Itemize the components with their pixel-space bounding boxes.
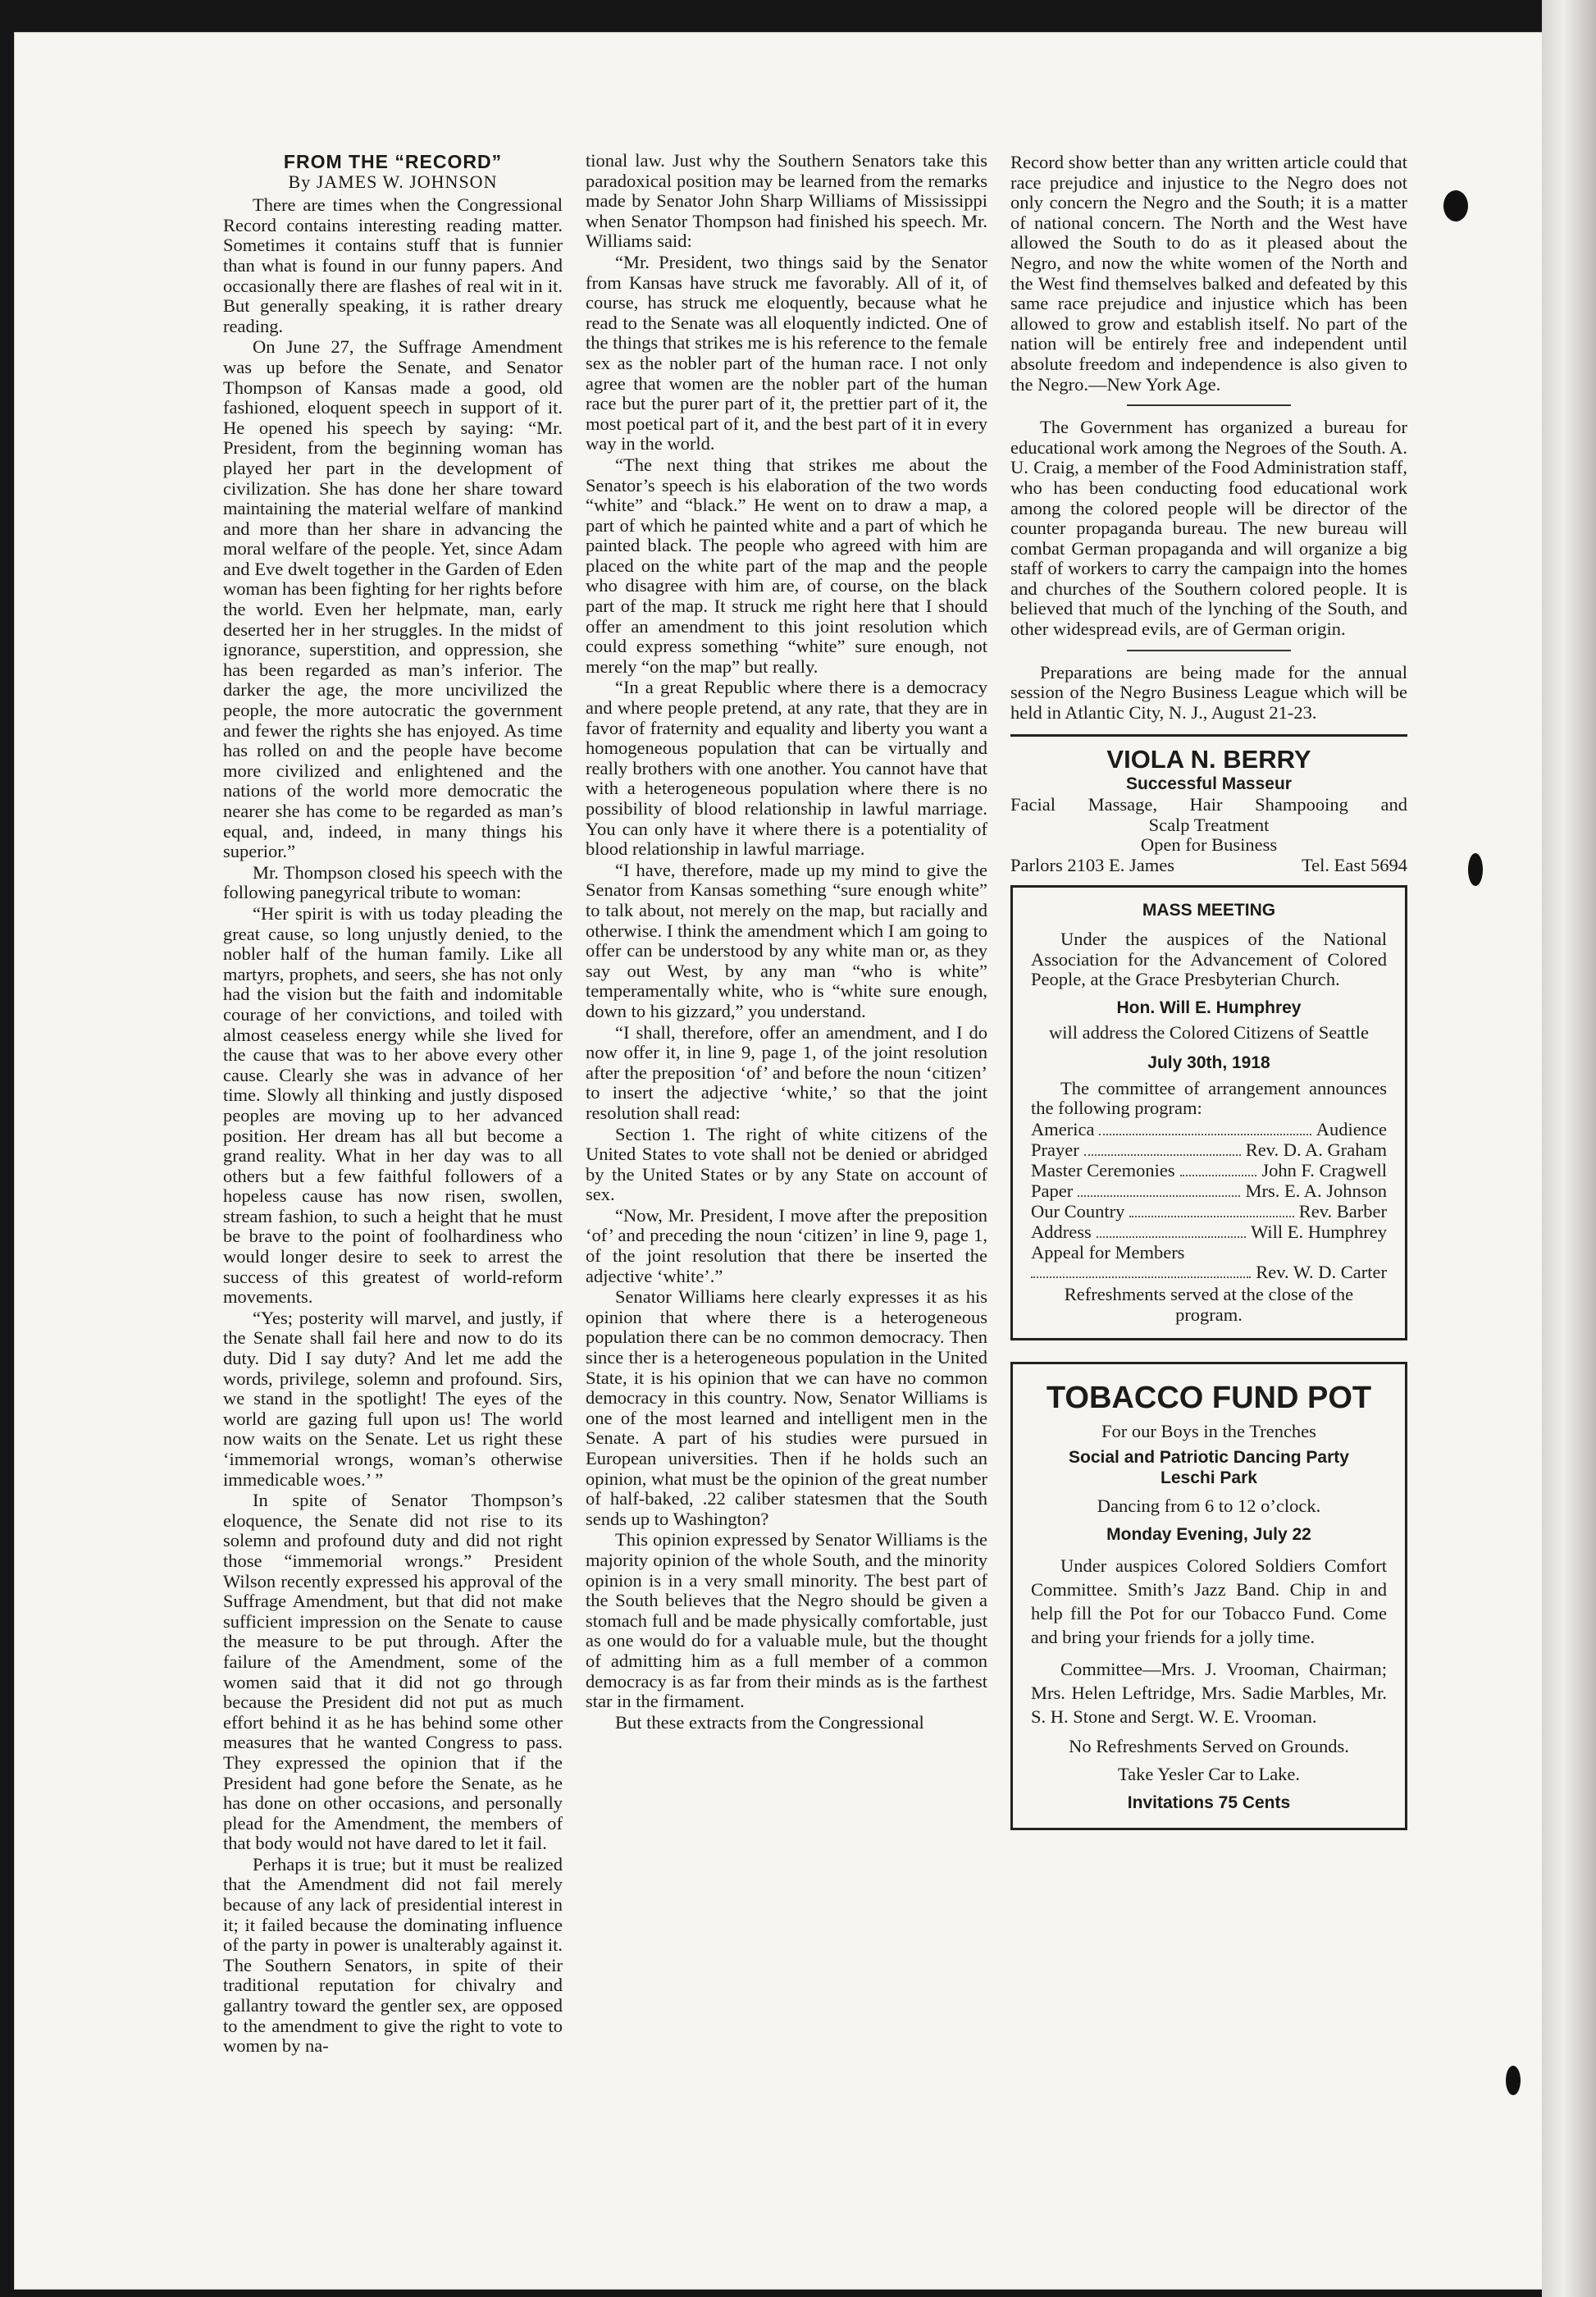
- article-byline: By JAMES W. JOHNSON: [288, 171, 498, 192]
- program-item: Master Ceremonies: [1031, 1159, 1175, 1180]
- divider: [1010, 734, 1407, 737]
- tobacco-date: Monday Evening, July 22: [1106, 1524, 1311, 1544]
- tobacco-place: Leschi Park: [1161, 1468, 1257, 1487]
- article-paragraph: In spite of Senator Thompson’s eloquence, the Senate did not rise to its solemn and profound duty and did not right those “immemorial wrongs.” President Wilson recently expressed his approval of the Suffrage Amendment, but that did not make sufficient impression on the Senate to cause the measure to be put through. After the failure of the Amendment, some of the women said that it did not go through because the President did not put as much effort behind it as he has behind some other measures that he wanted Congress to pass. They expressed the opinion that if the President had gone before the Senate, as he has done on other occasions, and personally plead for the Amendment, the members of that body would not have dared to let it fail.: [223, 1490, 563, 1854]
- program-item: America: [1031, 1118, 1095, 1139]
- mass-meeting-speaker: Hon. Will E. Humphrey: [1116, 998, 1302, 1017]
- tobacco-title: TOBACCO FUND POT: [1046, 1380, 1372, 1415]
- program-row: [1031, 1263, 1387, 1283]
- program-performer: John F. Cragwell: [1261, 1159, 1387, 1180]
- program-row: [1031, 1120, 1387, 1140]
- mass-meeting-program-intro: The committee of arrangement announces the following program:: [1031, 1077, 1387, 1119]
- ad-berry-address: Parlors 2103 E. James: [1010, 854, 1174, 875]
- program-performer: Rev. D. A. Graham: [1245, 1139, 1387, 1160]
- ad-berry: [1010, 745, 1407, 875]
- article-paragraph: tional law. Just why the Southern Senators take this paradoxical position may be learned from the remarks made by Senator John Sharp Williams of Mississippi when Senator Thompson had finished his speech. Mr. Williams said:: [586, 150, 987, 252]
- article-column-2: [586, 151, 987, 1733]
- tobacco-committee: Committee—Mrs. J. Vrooman, Chairman; Mrs. Helen Leftridge, Mrs. Sadie Marbles, Mr. S. H. Stone and Sergt. W. E. Vrooman.: [1031, 1658, 1387, 1727]
- article-paragraph: This opinion expressed by Senator Williams is the majority opinion of the whole South, and the minority opinion is in a very small minority. The best part of the South believes that the Negro should be given a stomach full and be made physically comfortable, just as one would do for a valuable mule, but the thought of admitting him as a full member of a common democracy is as far from their minds as is the farthest star in the firmament.: [586, 1529, 987, 1712]
- tobacco-no-refresh: No Refreshments Served on Grounds.: [1069, 1735, 1349, 1756]
- article-paragraph: Record show better than any written article could that race prejudice and injustice to the Negro does not only concern the Negro and the South; it is a matter of national concern. The North and the West have allowed the South to do as it pleased about the Negro, and now the white women of the North and the West find themselves balked and defeated by this same race prejudice and injustice which has been allowed to grow and establish itself. No part of the nation will be entirely free and independent until absolute freedom and independence is also given to the Negro.—New York Age.: [1010, 152, 1407, 395]
- article-paragraph: On June 27, the Suffrage Amendment was up before the Senate, and Senator Thompson of Kansas made a good, old fashioned, eloquent speech in support of it. He opened his speech by saying: “Mr. President, from the beginning woman has played her part in the development of civilization. She has done her share toward maintaining the material welfare of mankind and more than her share in advancing the moral welfare of the people. Yet, since Adam and Eve dwelt together in the Garden of Eden woman has been fighting for her rights before the world. Even her helpmate, man, early deserted her in her struggles. In the midst of ignorance, superstition, and oppression, she has been regarded as man’s inferior. The darker the age, the more uncivilized the people, the more autocratic the government and fewer the rights she has enjoyed. As time has rolled on and the people have become more civilized and enlightened and the nations of the world more democratic the nearer she has come to be regarded as man’s equal, and, indeed, in many things his superior.”: [223, 336, 563, 862]
- tobacco-car: Take Yesler Car to Lake.: [1117, 1764, 1301, 1785]
- program-row: [1031, 1222, 1387, 1243]
- divider: [1127, 650, 1291, 651]
- mass-meeting-date: July 30th, 1918: [1147, 1053, 1270, 1072]
- page-edge: [1542, 0, 1596, 2297]
- article-paragraph: There are times when the Congressional Record contains interesting reading matter. Sometimes it contains stuff that is funnier than what is found in our funny papers. And occasionally there are flashes of real wit in it. But generally speaking, it is rather dreary reading.: [223, 194, 563, 336]
- program-performer: Mrs. E. A. Johnson: [1245, 1180, 1387, 1201]
- ad-berry-name: VIOLA N. BERRY: [1106, 745, 1311, 774]
- tobacco-sub: For our Boys in the Trenches: [1101, 1420, 1316, 1441]
- article-headline: FROM THE “RECORD”: [283, 151, 503, 172]
- program-performer: Will E. Humphrey: [1251, 1221, 1387, 1242]
- binding-hole-3: [1506, 2066, 1521, 2095]
- mass-meeting-title: MASS MEETING: [1142, 901, 1276, 920]
- article-paragraph: “I shall, therefore, offer an amendment, and I do now offer it, in line 9, page 1, of the joint resolution after the preposition ‘of’ and before the noun ‘citizen’ to insert the adjective ‘white,’ so that the joint resolution shall read:: [586, 1021, 987, 1123]
- mass-meeting-intro: Under the auspices of the National Association for the Advancement of Colored People, at the Grace Presbyterian Church.: [1031, 929, 1387, 990]
- ad-berry-subtitle: Successful Masseur: [1126, 774, 1292, 794]
- tobacco-body: Under auspices Colored Soldiers Comfort Committee. Smith’s Jazz Band. Chip in and help fill the Pot for our Tobacco Fund. Come and bring your friends for a jolly time.: [1031, 1555, 1387, 1647]
- article-paragraph: “I have, therefore, made up my mind to give the Senator from Kansas something “sure enough white” to talk about, not merely on the map, but racially and otherwise. I think the amendment which I am going to offer can be understood by any white man or, as they say out West, by any man “who is white” temperamentally white, who is “white sure enough, down to his gizzard,” you understand.: [586, 859, 987, 1021]
- program-item: Address: [1031, 1221, 1092, 1242]
- tobacco-fund-box: [1010, 1362, 1407, 1831]
- program-item: Appeal for Members: [1031, 1241, 1185, 1263]
- binding-hole-2: [1468, 853, 1483, 886]
- news-bureau: The Government has organized a bureau for educational work among the Negroes of the South. A. U. Craig, a member of the Food Administration staff, who has been conducting food educational work among the colored people will be director of the counter propaganda bureau. The new bureau will combat German propaganda and will organize a big staff of workers to carry the campaign into the homes and churches of the Southern colored people. It is believed that much of the lynching of the South, and other widespread evils, are of German origin.: [1010, 417, 1407, 640]
- ad-berry-contact: [1010, 856, 1407, 876]
- program-performer: Rev. Barber: [1298, 1200, 1387, 1222]
- article-paragraph: But these extracts from the Congressional: [615, 1711, 924, 1733]
- program-list: [1031, 1120, 1387, 1284]
- program-row: [1031, 1181, 1387, 1202]
- program-item: Paper: [1031, 1180, 1074, 1201]
- tobacco-invitations: Invitations 75 Cents: [1127, 1792, 1291, 1812]
- tobacco-hours: Dancing from 6 to 12 o’clock.: [1097, 1496, 1321, 1517]
- article-column-3: [1010, 153, 1407, 1830]
- program-item: Prayer: [1031, 1139, 1079, 1160]
- tobacco-event: Social and Patriotic Dancing Party: [1069, 1448, 1349, 1468]
- article-paragraph: Senator Williams here clearly expresses it as his opinion that where there is a heterogeneous population there can be no common democracy. Then since ther is a heterogeneous population in the United State, it is his opinion that we can have no common democracy in this country. Now, Senator Williams is one of the most learned and intelligent men in the Senate. A part of his studies were pursued in European universities. Then if he holds such an opinion, what must be the opinion of the great number of half-baked, .22 caliber statesmen that the South sends up to Washington?: [586, 1286, 987, 1529]
- program-item: Our Country: [1031, 1200, 1125, 1222]
- article-paragraph: Section 1. The right of white citizens of the United States to vote shall not be denied or abridged by the United States or by any State on account of sex.: [586, 1123, 987, 1205]
- article-paragraph: “The next thing that strikes me about the Senator’s speech is his elaboration of the two words “white” and “black.” He went on to draw a map, a part of which he painted white and a part of which he painted black. The people who agreed with him are placed on the white part of the map and the people who disagree with him are, of course, on the black part of the map. It struck me right here that I should offer an amendment to this joint resolution which could express something “white” sure enough, not merely “on the map” but really.: [586, 454, 987, 677]
- program-performer: Audience: [1316, 1118, 1387, 1139]
- article-column-1: [223, 152, 563, 2057]
- program-row: [1031, 1140, 1387, 1161]
- program-row: [1031, 1243, 1387, 1263]
- binding-hole-1: [1443, 190, 1468, 221]
- article-paragraph: “Now, Mr. President, I move after the preposition ‘of’ and preceding the noun ‘citizen’ in line 9, page 1, of the joint resolution that there be inserted the adjective ‘white’.”: [586, 1204, 987, 1286]
- program-row: [1031, 1202, 1387, 1222]
- ad-berry-hours: Open for Business: [1140, 834, 1278, 856]
- article-paragraph: Mr. Thompson closed his speech with the following panegyrical tribute to woman:: [223, 861, 563, 903]
- mass-meeting-box: [1010, 885, 1407, 1340]
- divider: [1127, 404, 1291, 406]
- mass-meeting-closing: Refreshments served at the close of the program.: [1064, 1284, 1354, 1325]
- news-league: Preparations are being made for the annual session of the Negro Business League which will be held in Atlantic City, N. J., August 21-23.: [1010, 661, 1407, 723]
- article-paragraph: “Yes; posterity will marvel, and justly, if the Senate shall fail here and now to do its duty. Did I say duty? And let me add the words, privilege, solemn and profound. Sirs, we stand in the spotlight! The eyes of the world are gazing full upon us! The world now waits on the Senate. Let us right these ‘immemorial wrongs, woman’s otherwise immedicable woes.’ ”: [223, 1307, 563, 1490]
- article-paragraph: “Her spirit is with us today pleading the great cause, so long unjustly denied, to the nobler half of the human family. Like all martyrs, prophets, and seers, she has not only had the vision but the faith and indomitable courage of her convictions, and toiled with almost ceaseless energy while she lived for the cause that was to her above every other cause. Clearly she was in advance of her time. Slowly all thinking and justly disposed peoples are moving up to her advanced position. Her dream has all but become a grand reality. What in her day was to all others but a few faithful followers of a hopeless cause has now risen, swollen, stream fashion, to such a height that he must be brave to the point of foolhardiness who would longer desire to seek to arrest the success of this greatest of world-reform movements.: [223, 902, 563, 1308]
- ad-berry-services: Facial Massage, Hair Shampooing and: [1010, 794, 1407, 815]
- article-paragraph: “Mr. President, two things said by the Senator from Kansas have struck me favorably. All of it, of course, has struck me eloquently, because what he read to the Senate was all eloquently indicted. One of the things that strikes me is his reference to the female sex as the nobler part of the human race. I not only agree that women are the nobler part of the human race but the purer part of it, the prettier part of it, the most poetical part of it, and the best part of it in every way in the world.: [586, 251, 987, 454]
- program-performer: Rev. W. D. Carter: [1256, 1262, 1387, 1283]
- program-row: [1031, 1161, 1387, 1181]
- ad-berry-services-2: Scalp Treatment: [1148, 814, 1270, 835]
- article-paragraph: Perhaps it is true; but it must be realized that the Amendment did not fail merely because of any lack of presidential interest in it; it failed because the dominating influence of the party in power is unalterably against it. The Southern Senators, in spite of their traditional reputation for chivalry and gallantry toward the gentler sex, are opposed to the amendment to give the right to vote to women by na-: [223, 1853, 563, 2057]
- mass-meeting-speaker-line: will address the Colored Citizens of Seattle: [1049, 1022, 1369, 1043]
- ad-berry-phone: Tel. East 5694: [1301, 854, 1407, 875]
- article-paragraph: “In a great Republic where there is a democracy and where people pretend, at any rate, that they are in favor of fraternity and equality and liberty you want a homogeneous population that can be virtually and really brothers with one another. You cannot have that with a heterogeneous population where there is no possibility of blood relationship in lawful marriage. You can only have it where there is a potentiality of blood relationship in lawful marriage.: [586, 677, 987, 860]
